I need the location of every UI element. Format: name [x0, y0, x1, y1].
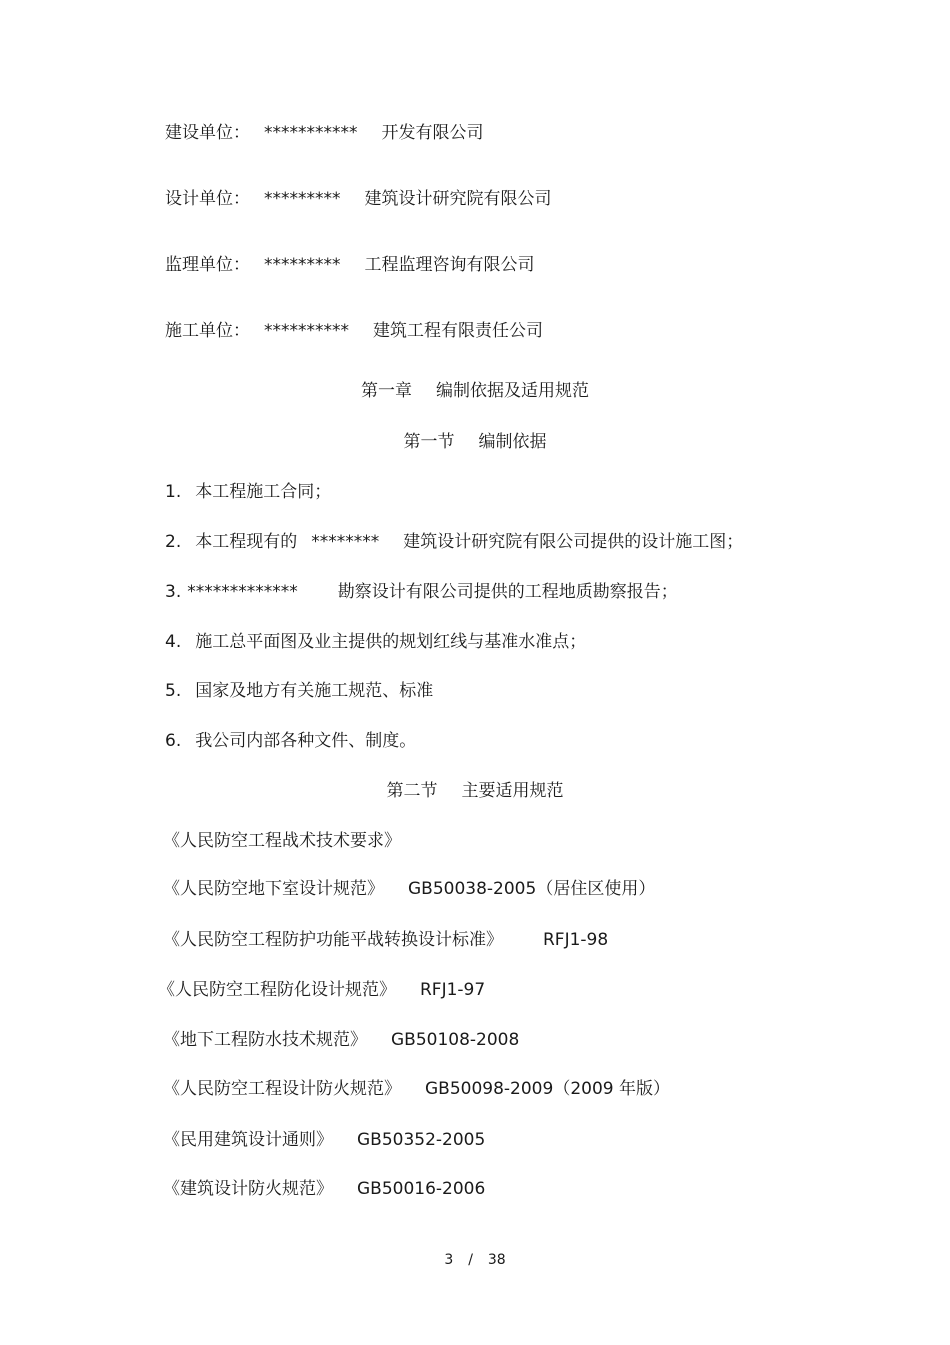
unit-row-owner: [165, 122, 484, 144]
standard-name: 《人民防空工程战术技术要求》: [163, 831, 401, 851]
basis-text: 国家及地方有关施工规范、标准: [195, 681, 434, 701]
basis-number: 6.: [165, 731, 182, 751]
basis-number: 3.: [165, 582, 182, 602]
page-current: 3: [444, 1252, 454, 1268]
standard-code: GB50352-2005: [357, 1130, 486, 1150]
standard-code: RFJ1-97: [420, 980, 486, 1000]
unit-code: ***********: [264, 123, 358, 143]
basis-item-3: [165, 581, 678, 603]
basis-number: 4.: [165, 632, 182, 652]
standard-code: RFJ1-98: [543, 930, 609, 950]
basis-item-6: [165, 730, 416, 752]
section-number: 第二节: [386, 781, 438, 801]
basis-number: 2.: [165, 532, 182, 552]
standard-name: 《民用建筑设计通则》: [163, 1130, 333, 1150]
basis-text-pre: 本工程现有的: [195, 532, 298, 552]
section-title: 主要适用规范: [461, 781, 564, 801]
basis-text: 勘察设计有限公司提供的工程地质勘察报告；: [337, 582, 678, 602]
unit-name: 工程监理咨询有限公司: [364, 255, 535, 275]
standard-name: 《人民防空工程防护功能平战转换设计标准》: [163, 930, 503, 950]
unit-name: 开发有限公司: [381, 123, 484, 143]
section-heading-1: [0, 431, 950, 453]
standard-code: GB50016-2006: [357, 1179, 486, 1199]
unit-label: 设计单位：: [165, 189, 250, 209]
standard-name: 《人民防空地下室设计规范》: [163, 879, 384, 899]
chapter-heading: [0, 380, 950, 402]
section-heading-2: [0, 780, 950, 802]
standard-name: 《地下工程防水技术规范》: [163, 1030, 367, 1050]
unit-row-supervisor: [165, 254, 535, 276]
basis-item-2: [165, 531, 743, 553]
unit-code: **********: [264, 321, 349, 341]
basis-text: 本工程施工合同；: [195, 482, 332, 502]
standard-item-6: [163, 1078, 670, 1100]
unit-code: *********: [264, 189, 341, 209]
section-number: 第一节: [403, 432, 455, 452]
standard-name: 《人民防空工程防化设计规范》: [158, 980, 396, 1000]
basis-item-5: [165, 680, 433, 702]
page-separator: /: [468, 1252, 473, 1268]
page-number: [0, 1251, 950, 1269]
unit-name: 建筑工程有限责任公司: [373, 321, 543, 341]
standard-item-1: [163, 830, 401, 852]
basis-number: 5.: [165, 681, 182, 701]
standard-code: GB50038-2005（居住区使用）: [408, 879, 656, 899]
basis-number: 1.: [165, 482, 182, 502]
unit-code: *********: [264, 255, 341, 275]
standard-name: 《建筑设计防火规范》: [163, 1179, 333, 1199]
standard-item-2: [163, 878, 655, 900]
standard-name: 《人民防空工程设计防火规范》: [163, 1079, 401, 1099]
unit-label: 施工单位：: [165, 321, 250, 341]
standard-item-7: [163, 1129, 485, 1151]
unit-row-contractor: [165, 320, 543, 342]
basis-item-4: [165, 631, 586, 653]
standard-code: GB50108-2008: [391, 1030, 520, 1050]
section-title: 编制依据: [478, 432, 547, 452]
unit-name: 建筑设计研究院有限公司: [364, 189, 552, 209]
standard-item-5: [163, 1029, 519, 1051]
standard-item-4: [158, 979, 485, 1001]
chapter-number: 第一章: [361, 381, 412, 401]
basis-code: *************: [187, 582, 298, 602]
standard-code: GB50098-2009（2009 年版）: [425, 1079, 670, 1099]
standard-item-3: [163, 929, 608, 951]
basis-text: 我公司内部各种文件、制度。: [195, 731, 417, 751]
basis-code: ********: [311, 532, 380, 552]
basis-text: 施工总平面图及业主提供的规划红线与基准水准点；: [195, 632, 587, 652]
unit-label: 监理单位：: [165, 255, 250, 275]
standard-item-8: [163, 1178, 485, 1200]
page-total: 38: [487, 1252, 506, 1268]
chapter-title: 编制依据及适用规范: [436, 381, 589, 401]
unit-row-designer: [165, 188, 552, 210]
basis-item-1: [165, 481, 331, 503]
basis-text: 建筑设计研究院有限公司提供的设计施工图；: [403, 532, 744, 552]
unit-label: 建设单位：: [165, 123, 250, 143]
